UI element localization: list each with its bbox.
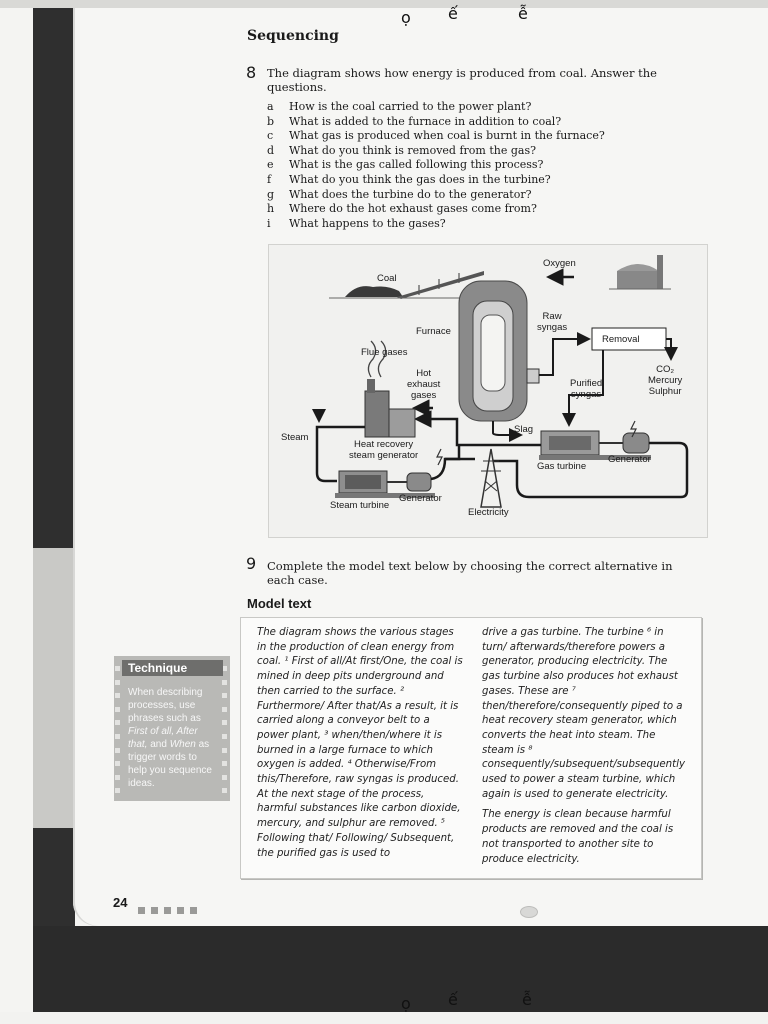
coal-pile: [345, 286, 403, 297]
question-letter: i: [267, 216, 271, 230]
question-prompt: Complete the model text below by choosing the correct alternative in each case.: [267, 559, 673, 587]
technique-example-phrase: When: [169, 739, 196, 750]
scan-edge-top: [0, 0, 768, 8]
question-text: What is the gas called following this process?: [289, 158, 544, 172]
question-item: [267, 202, 605, 217]
scan-glyph: ế: [448, 4, 458, 23]
label-furnace: Furnace: [416, 326, 451, 337]
label-removed-substances: CO₂ Mercury Sulphur: [648, 364, 683, 397]
generator-right: [623, 433, 649, 453]
question-letter: h: [267, 202, 275, 216]
scan-glyph: ọ: [401, 8, 411, 27]
power-line-left: [431, 445, 459, 479]
question-letter: b: [267, 114, 275, 128]
scan-glyph: ế: [448, 990, 458, 1009]
label-steam: Steam: [281, 432, 309, 443]
scan-margin-gray: [33, 548, 75, 828]
question-text: What do you think the gas does in the turbine?: [289, 172, 551, 186]
label-flue-gases: Flue gases: [361, 347, 408, 358]
model-paragraph: drive a gas turbine. The turbine ⁶ in turn/ afterwards/therefore powers a generator, producing electricity. The gas turbine also produces hot exhaust gases. These are ⁷ then/therefore/consequently piped to a heat recovery steam generator, which converts the heat into steam. The steam is ⁸ consequently/subsequent/subsequently used to power a steam turbine, which again is used to generate electricity.: [482, 627, 685, 800]
question-item: [267, 129, 605, 144]
label-removal: Removal: [602, 334, 640, 345]
generator-left: [407, 473, 431, 491]
scan-glyph: ọ: [401, 994, 411, 1013]
question-letter: g: [267, 187, 275, 201]
scan-margin-dark-lower: [33, 828, 75, 928]
removal-output-arrow: [666, 339, 671, 357]
model-text-left-column: [257, 626, 463, 861]
label-generator-right: Generator: [608, 454, 651, 465]
technique-title: Technique: [122, 660, 223, 676]
question-text: What does the turbine do to the generator?: [289, 187, 532, 201]
question-letter: c: [267, 129, 274, 143]
page-number-dots: [138, 899, 203, 918]
scan-smudge: [520, 906, 538, 918]
label-purified-syngas: Purified syngas: [570, 378, 603, 400]
technique-text-part: and: [147, 739, 170, 750]
question-item: [267, 217, 605, 232]
question-item: [267, 100, 605, 115]
section-title: Sequencing: [247, 28, 339, 44]
label-hrsg: Heat recovery steam generator: [349, 439, 419, 461]
question-item: [267, 144, 605, 159]
technique-example-phrase: First of all, After that,: [128, 726, 198, 750]
technique-dots-left: [115, 666, 121, 802]
scan-edge-bottom: [0, 1012, 768, 1024]
question-text: What happens to the gases?: [289, 216, 446, 230]
question-text: What do you think is removed from the gas?: [289, 143, 536, 157]
technique-text-part: as trigger words to help you sequence ideas.: [128, 739, 212, 789]
label-hot-exhaust-gases: Hot exhaust gases: [407, 368, 441, 401]
question-item: [267, 158, 605, 173]
label-oxygen: Oxygen: [543, 258, 576, 269]
technique-text-part: When describing processes, use phrases such as: [128, 687, 203, 724]
lightning-icon: [437, 449, 442, 465]
question-text: What gas is produced when coal is burnt in the furnace?: [289, 129, 605, 143]
label-generator-left: Generator: [399, 493, 442, 504]
question-item: [267, 115, 605, 130]
scan-margin-dark: [33, 8, 73, 548]
heat-recovery-steam-generator: [365, 391, 389, 437]
question-prompt: The diagram shows how energy is produced from coal. Answer the questions.: [267, 66, 657, 94]
technique-box: [114, 656, 230, 801]
model-text-right-column: [482, 626, 688, 867]
page-number: 24: [113, 895, 128, 910]
question-letter: f: [267, 172, 272, 186]
diagram-graphic: [269, 245, 707, 537]
question-text: How is the coal carried to the power plant?: [289, 100, 532, 113]
label-slag: Slag: [514, 424, 534, 435]
question-text: What is added to the furnace in addition to coal?: [289, 114, 562, 128]
scan-glyph: ễ: [518, 4, 528, 23]
question-item: [267, 173, 605, 188]
question-list: [267, 100, 605, 231]
energy-diagram: [268, 244, 708, 538]
electricity-pylon: [481, 449, 501, 507]
question-letter: e: [267, 158, 274, 172]
label-raw-syngas: Raw syngas: [537, 311, 568, 333]
label-coal: Coal: [377, 273, 397, 284]
model-text-title: Model text: [247, 596, 312, 611]
scan-glyph: ễ: [522, 990, 532, 1009]
oxygen-plant: [617, 271, 659, 289]
question-item: [267, 188, 605, 203]
label-electricity: Electricity: [468, 507, 509, 518]
label-steam-turbine: Steam turbine: [330, 500, 390, 511]
question-number: 9: [246, 554, 257, 573]
label-gas-turbine: Gas turbine: [537, 461, 587, 472]
question-text: Where do the hot exhaust gases come from?: [289, 202, 537, 216]
raw-syngas-pipe: [539, 339, 587, 375]
question-letter: d: [267, 143, 275, 157]
question-letter: a: [267, 100, 274, 113]
technique-text: [128, 686, 218, 790]
model-paragraph: The diagram shows the various stages in the production of clean energy from coal. ¹ First of all/At first/One, the coal is mined in deep pits underground and then carried to the surface. ² Furthermore/ After that/As a result, it is carried along a conveyor belt to a power plant, ³ when/then/where it is burned in a large furnace to which oxygen is added. ⁴ Otherwise/From this/Therefore, raw syngas is produced. At the next stage of the process, harmful substances like carbon dioxide, mercury, and sulphur are removed. ⁵ Following that/ Following/ Subsequent, the purified gas is used to: [257, 627, 463, 859]
technique-dots-right: [222, 666, 228, 802]
question-number: 8: [246, 63, 257, 82]
model-paragraph: The energy is clean because harmful products are removed and the coal is not transported to another site to produce electricity.: [482, 809, 674, 865]
model-text-box: [240, 617, 702, 879]
